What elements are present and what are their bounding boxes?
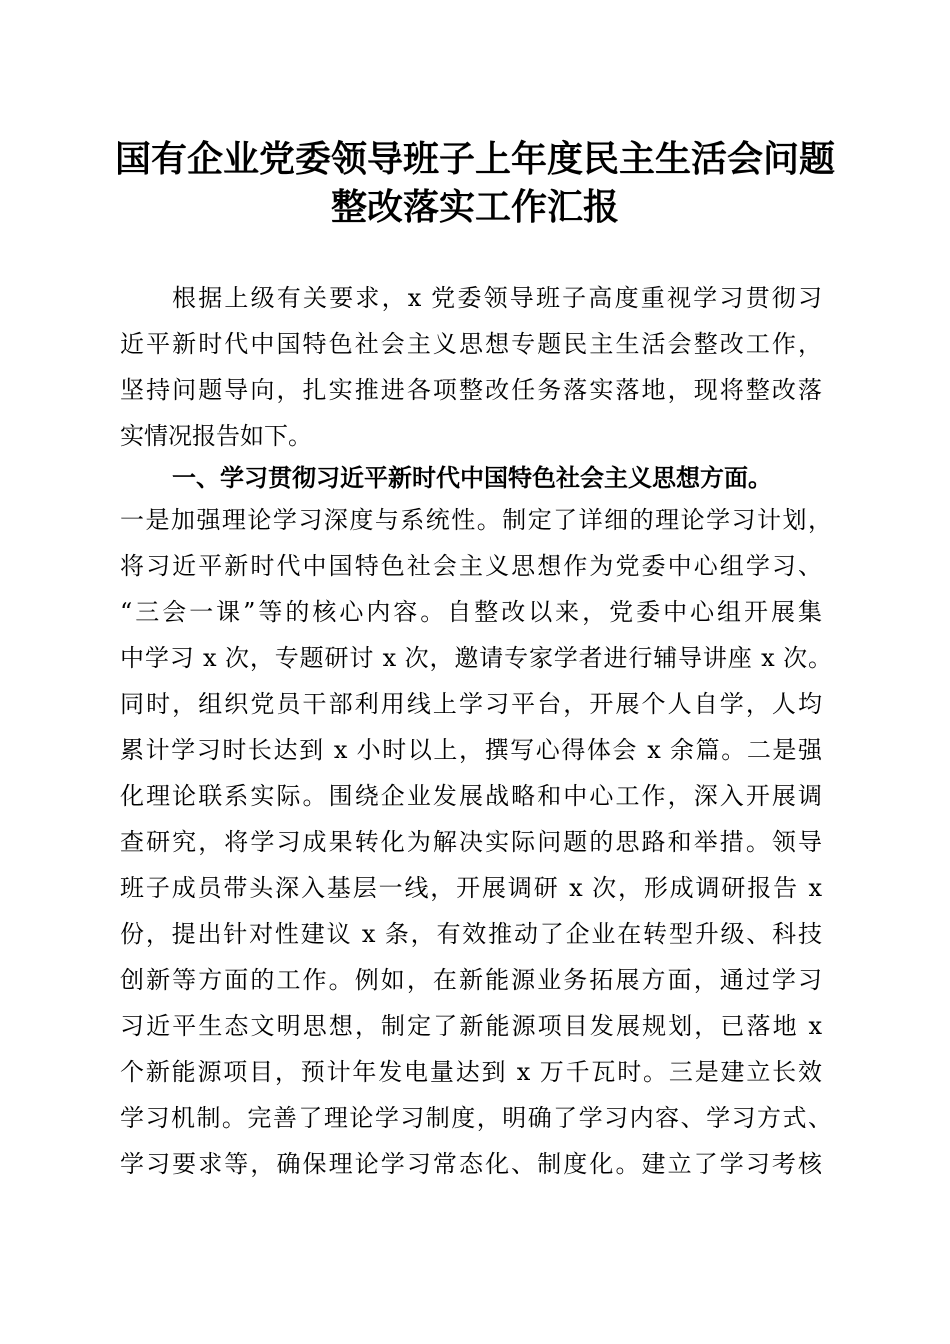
body-line: 份，提出针对性建议 x 条，有效推动了企业在转型升级、科技: [120, 920, 822, 948]
section-heading: 一、学习贯彻习近平新时代中国特色社会主义思想方面。: [172, 464, 772, 492]
body-line: 中学习 x 次，专题研讨 x 次，邀请专家学者进行辅导讲座 x 次。: [120, 644, 832, 672]
body-line: 根据上级有关要求，x 党委领导班子高度重视学习贯彻习: [172, 284, 822, 312]
body-line: 坚持问题导向，扎实推进各项整改任务落实落地，现将整改落: [120, 376, 822, 404]
document-title-line-2: 整改落实工作汇报: [330, 186, 619, 228]
body-line: 累计学习时长达到 x 小时以上，撰写心得体会 x 余篇。二是强: [120, 736, 822, 764]
body-line: 查研究，将学习成果转化为解决实际问题的思路和举措。领导: [120, 828, 822, 856]
body-line: 同时，组织党员干部利用线上学习平台，开展个人自学，人均: [120, 690, 822, 718]
body-line: “三会一课”等的核心内容。自整改以来，党委中心组开展集: [120, 598, 822, 626]
body-line: 近平新时代中国特色社会主义思想专题民主生活会整改工作，: [120, 330, 822, 358]
body-line: 将习近平新时代中国特色社会主义思想作为党委中心组学习、: [120, 552, 822, 580]
body-line: 实情况报告如下。: [120, 422, 312, 450]
body-line: 习近平生态文明思想，制定了新能源项目发展规划，已落地 x: [120, 1012, 822, 1040]
body-line: 学习机制。完善了理论学习制度，明确了学习内容、学习方式、: [120, 1104, 832, 1132]
body-line: 个新能源项目，预计年发电量达到 x 万千瓦时。三是建立长效: [120, 1058, 822, 1086]
body-line: 创新等方面的工作。例如，在新能源业务拓展方面，通过学习: [120, 966, 822, 994]
body-line: 化理论联系实际。围绕企业发展战略和中心工作，深入开展调: [120, 782, 822, 810]
body-line: 学习要求等，确保理论学习常态化、制度化。建立了学习考核: [120, 1150, 822, 1178]
body-line: 一是加强理论学习深度与系统性。制定了详细的理论学习计划，: [120, 506, 832, 534]
document-title-line-1: 国有企业党委领导班子上年度民主生活会问题: [114, 138, 835, 180]
body-line: 班子成员带头深入基层一线，开展调研 x 次，形成调研报告 x: [120, 874, 822, 902]
